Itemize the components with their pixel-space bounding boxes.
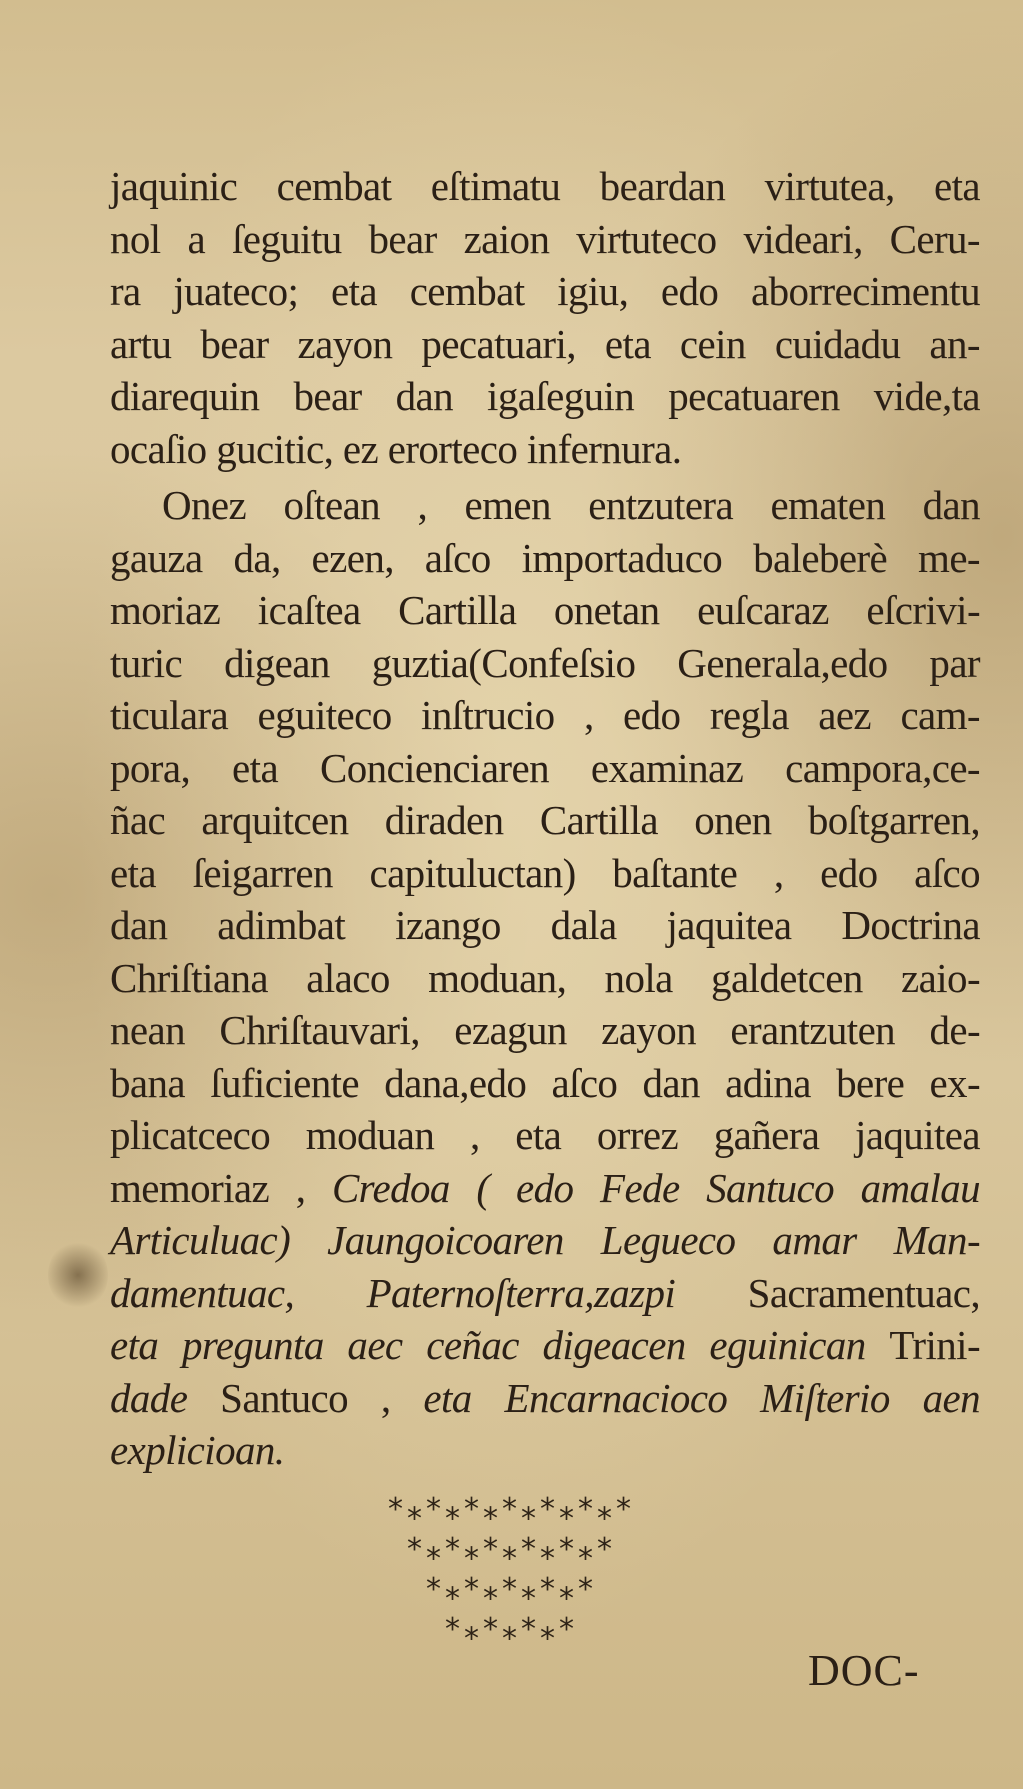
text-line: pora, eta Concienciaren examinaz campora,ce- <box>110 744 980 791</box>
text-line: artu bear zayon pecatuari, eta cein cuidadu an- <box>110 320 980 367</box>
text-line-mixed <box>110 1424 980 1477</box>
text-run: Trini- <box>889 1322 980 1368</box>
text-run: Santuco , <box>220 1374 424 1421</box>
ornament-row: *⁎*⁎*⁎*⁎* <box>426 1572 597 1607</box>
asterisk-ornament <box>0 1490 1023 1650</box>
text-line: eta ſeigarren capituluctan) baſtante , edo aſco <box>110 849 980 896</box>
text-line: ticulara eguiteco inſtrucio , edo regla aez cam- <box>110 692 980 738</box>
text-line: jaquinic cembat eſtimatu beardan virtutea, eta <box>110 163 980 209</box>
text-line: ñac arquitcen diraden Cartilla onen boſtgarren, <box>110 797 980 843</box>
text-run-italic: damentuac, Paternoſterra,zazpi <box>110 1269 748 1316</box>
ornament-row: *⁎*⁎*⁎* <box>445 1612 578 1647</box>
text-line: dan adimbat izango dala jaquitea Doctrina <box>110 902 980 948</box>
paragraph-1 <box>110 160 980 475</box>
text-line: ra juateco; eta cembat igiu, edo aborrecimentu <box>110 268 980 314</box>
text-run-italic: dade <box>110 1374 221 1421</box>
text-line: ocaſio gucitic, ez erorteco infernura. <box>110 425 682 472</box>
text-run-italic: eta pregunta aec ceñac digeacen eguinican <box>110 1322 890 1368</box>
paragraph-2 <box>110 479 980 1477</box>
catchword: DOC- <box>808 1646 920 1695</box>
text-line-mixed <box>110 1372 980 1425</box>
text-line: nol a ſeguitu bear zaion virtuteco videari, Ceru- <box>110 215 980 262</box>
text-run-italic: Articuluac) Jaungoicoaren Legueco amar Man- <box>110 1217 980 1263</box>
text-line: moriaz icaſtea Cartilla onetan euſcaraz eſcrivi- <box>110 587 980 633</box>
text-run-italic: eta Encarnacioco Miſterio aen <box>423 1374 981 1421</box>
text-line: diarequin bear dan igaſeguin pecatuaren vide,ta <box>110 373 980 419</box>
text-run-italic: explicioan. <box>110 1427 285 1473</box>
text-run: Sacramentuac, <box>747 1269 980 1316</box>
text-line-mixed <box>110 1267 980 1320</box>
text-line-mixed <box>110 1319 980 1372</box>
text-run: memoriaz , <box>110 1164 332 1211</box>
ornament-row: *⁎*⁎*⁎*⁎*⁎* <box>407 1532 616 1567</box>
text-line: Onez oſtean , emen entzutera ematen dan <box>162 482 980 528</box>
ornament-row: *⁎*⁎*⁎*⁎*⁎*⁎* <box>388 1492 635 1527</box>
text-line-mixed <box>110 1214 980 1267</box>
text-line-mixed <box>110 1162 980 1215</box>
text-line: Chriſtiana alaco moduan, nola galdetcen zaio- <box>110 954 980 1001</box>
text-line: plicatceco moduan , eta orrez gañera jaquitea <box>110 1112 980 1158</box>
text-line: bana ſuficiente dana,edo aſco dan adina bere ex- <box>110 1059 980 1106</box>
text-line: gauza da, ezen, aſco importaduco baleberè me- <box>110 534 980 581</box>
text-line: nean Chriſtauvari, ezagun zayon erantzuten de- <box>110 1007 980 1053</box>
ink-stain <box>48 1240 108 1310</box>
body-text <box>110 160 980 1477</box>
text-line: turic digean guztia(Confeſsio Generala,edo par <box>110 639 980 686</box>
text-run-italic: Credoa ( edo Fede Santuco amalau <box>331 1164 980 1211</box>
